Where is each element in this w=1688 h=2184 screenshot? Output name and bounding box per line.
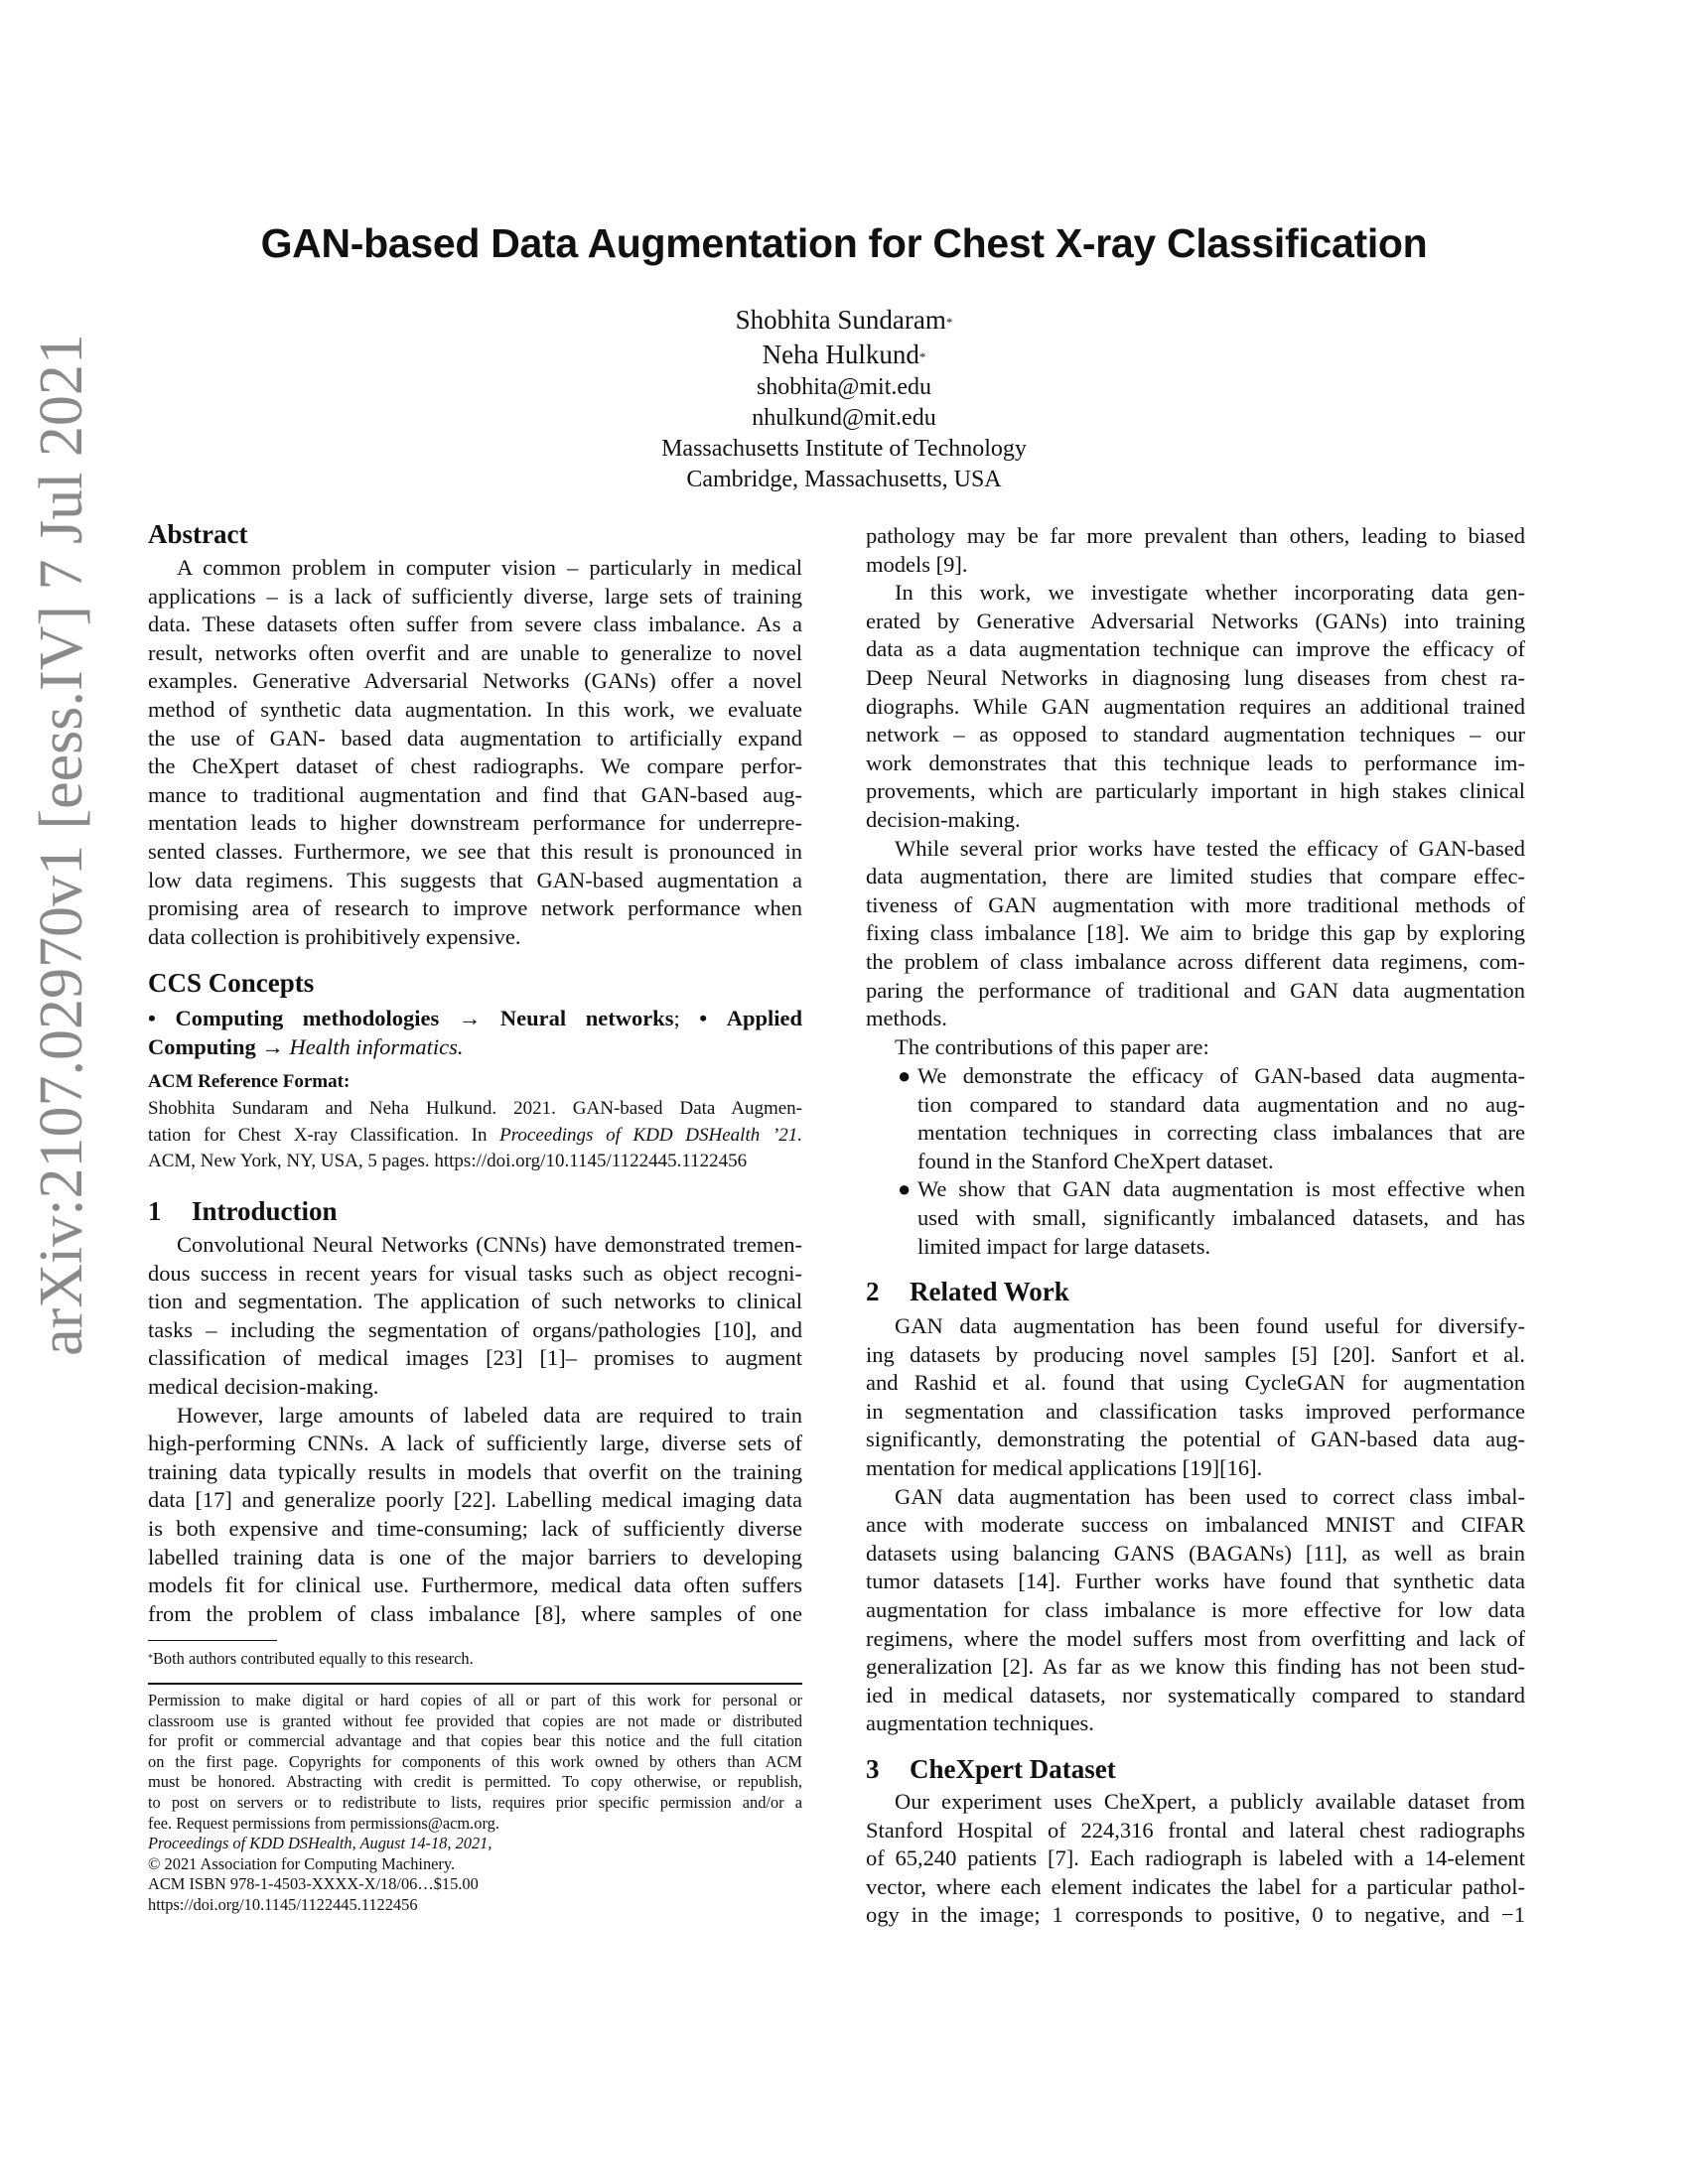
author-name: Shobhita Sundaram* [735,305,953,335]
text-line: augmentation for class imbalance is more effective for low data [866,1596,1525,1622]
text-line: tation for Chest X-ray Classification. In Proceedings of KDD DSHealth ’21. [148,1124,802,1146]
text-line: regimens, where the model suffers most from overfitting and lack of [866,1625,1525,1651]
paragraph [866,579,1525,834]
doi-link[interactable]: https://doi.org/10.1145/1122445.1122456 [148,1894,418,1914]
list-item [898,1062,1525,1175]
text-line: provements, which are particularly important in high stakes clinical [866,778,1525,804]
list-item [898,1175,1525,1261]
text-line: limited impact for large datasets. [917,1233,1211,1259]
text-line: is both expensive and time-consuming; lack of sufficiently diverse [148,1515,802,1541]
text-line: mentation techniques in correcting class imbalances that are [917,1120,1525,1146]
text-line: ogy in the image; 1 corresponds to positive, 0 to negative, and −1 [866,1902,1525,1928]
text-line: examples. Generative Adversarial Networks (GANs) offer a novel [148,668,802,694]
text-line: diographs. While GAN augmentation requires an additional trained [866,693,1525,719]
ccs-line: • Computing methodologies → Neural networks; • Applied [148,1006,803,1030]
paragraph [148,1231,802,1402]
text-line: in segmentation and classification tasks improved performance [866,1398,1525,1424]
text-line: datasets using balancing GANS (BAGANs) [11], as well as brain [866,1540,1525,1566]
section-heading-chexpert-dataset: 3 CheXpert Dataset [866,1754,1116,1784]
location: Cambridge, Massachusetts, USA [686,467,1002,492]
text-line: tion and segmentation. The application of such networks to clinical [148,1289,802,1314]
text-line: dous success in recent years for visual tasks such as object recogni- [148,1260,802,1286]
text-line: to post on servers or to redistribute to lists, requires prior specific permission and/or a [148,1792,802,1812]
text-line: pathology may be far more prevalent than others, leading to biased [866,523,1525,548]
text-line: vector, where each element indicates the label for a particular pathol- [866,1873,1525,1899]
permission-notice [148,1691,802,1916]
text-line: tiveness of GAN augmentation with more traditional methods of [866,891,1525,917]
text-line: the problem of class imbalance across different data regimens, com- [866,948,1525,974]
text-line: applications – is a lack of sufficiently diverse, large sets of training [148,583,802,609]
text-line: Deep Neural Networks in diagnosing lung diseases from chest ra- [866,664,1525,690]
paragraph [866,1312,1525,1483]
text-line: data collection is prohibitively expensive. [148,923,521,949]
text-line: sented classes. Furthermore, we see that this result is pronounced in [148,838,802,864]
author-name: Neha Hulkund* [762,340,926,369]
text-line: low data regimens. This suggests that GAN-based augmentation a [148,867,802,892]
text-line: for profit or commercial advantage and that copies bear this notice and the full citation [148,1731,802,1751]
text-line: generalization [2]. As far as we know this finding has not been stud- [866,1654,1525,1680]
ccs-line: Computing → Health informatics. [148,1033,464,1059]
text-line: labelled training data is one of the major barriers to developing [148,1544,802,1570]
text-line: ied in medical datasets, nor systematically compared to standard [866,1682,1525,1707]
text-line: data [17] and generalize poorly [22]. Labelling medical imaging data [148,1487,802,1513]
text-line: tasks – including the segmentation of organs/pathologies [10], and [148,1316,802,1342]
paragraph [866,1788,1525,1930]
ccs-heading: CCS Concepts [148,968,315,998]
arxiv-identifier-stamp: arXiv:2107.02970v1 [eess.IV] 7 Jul 2021 [28,334,95,1356]
text-line: ance with moderate success on imbalanced MNIST and CIFAR [866,1512,1525,1538]
footnote-mark: * [918,349,926,364]
text-line: on the first page. Copyrights for components of this work owned by others than ACM [148,1751,802,1771]
text-line: ing datasets by producing novel samples [5] [20]. Sanfort et al. [866,1341,1525,1367]
text-line: the use of GAN- based data augmentation to artificially expand [148,725,802,751]
paper-title: GAN-based Data Augmentation for Chest X-ray Classification [260,220,1428,266]
proceedings-line: Proceedings of KDD DSHealth, August 14-18, 2021, [148,1834,492,1853]
text-line: Shobhita Sundaram and Neha Hulkund. 2021. GAN-based Data Augmen- [148,1098,802,1119]
text-line: GAN data augmentation has been used to correct class imbal- [895,1483,1525,1509]
text-line: data augmentation, there are limited studies that compare effec- [866,864,1525,889]
text-line: result, networks often overfit and are unable to generalize to novel [148,639,802,665]
text-line: The contributions of this paper are: [895,1033,1209,1059]
text-line: classroom use is granted without fee provided that copies are not made or distributed [148,1710,802,1730]
footnote-divider [148,1640,277,1641]
author-block [0,303,1688,495]
text-line: data. These datasets often suffer from severe class imbalance. As a [148,612,802,637]
dataset-body [866,1788,1525,1930]
text-line: However, large amounts of labeled data are required to train [177,1402,802,1428]
text-line: training data typically results in models that overfit on the training [148,1458,802,1484]
text-line: and Rashid et al. found that using CycleGAN for augmentation [866,1370,1525,1396]
text-line: ACM, New York, NY, USA, 5 pages. https://doi.org/10.1145/1122445.1122456 [148,1151,748,1171]
text-line: Our experiment uses CheXpert, a publicly available dataset from [895,1789,1525,1814]
paragraph [148,1402,802,1629]
section-heading-related-work: 2 Related Work [866,1277,1069,1306]
text-line: promising area of research to improve network performance when [148,895,802,921]
introduction-body-right [866,522,1525,1061]
text-line: Stanford Hospital of 224,316 frontal and lateral chest radiographs [866,1817,1525,1843]
text-line: high-performing CNNs. A lack of sufficiently large, diverse sets of [148,1431,802,1456]
text-line: fee. Request permissions from permissions@acm.org. [148,1813,499,1833]
permission-text [148,1691,802,1834]
text-line: classification of medical images [23] [1]– promises to augment [148,1345,802,1371]
text-line: augmentation techniques. [866,1710,1094,1736]
footnote-mark: * [945,315,953,330]
text-line: used with small, significantly imbalanced datasets, and has [917,1204,1525,1230]
text-line: paring the performance of traditional and GAN data augmentation [866,977,1525,1003]
introduction-body-left [148,1231,802,1628]
text-line: erated by Generative Adversarial Networks (GANs) into training [866,608,1525,633]
text-line: data as a data augmentation technique can improve the efficacy of [866,636,1525,662]
text-line: found in the Stanford CheXpert dataset. [917,1148,1274,1173]
text-line: We demonstrate the efficacy of GAN-based data augmenta- [917,1063,1525,1088]
text-line: work demonstrates that this technique leads to performance im- [866,750,1525,775]
contributions-list [898,1062,1525,1261]
section-heading-introduction: 1 Introduction [148,1196,338,1226]
text-line: A common problem in computer vision – particularly in medical [177,555,802,580]
list-item-text [917,1062,1525,1175]
paragraph [866,1483,1525,1738]
text-line: from the problem of class imbalance [8], where samples of one [148,1600,802,1626]
bullet-icon: ● [898,1063,912,1088]
text-line: Convolutional Neural Networks (CNNs) have demonstrated tremen- [177,1232,802,1257]
footnote: *Both authors contributed equally to this research. [148,1649,474,1668]
text-line: mentation for medical applications [19][16]. [866,1454,1263,1480]
text-line: tion compared to standard data augmentation and no aug- [917,1091,1525,1117]
text-line: decision-making. [866,806,1021,832]
text-line: must be honored. Abstracting with credit is permitted. To copy otherwise, or republish, [148,1772,802,1792]
abstract-heading: Abstract [148,519,248,549]
bullet-icon: ● [898,1176,912,1202]
acm-reference-text [148,1096,802,1175]
text-line: GAN data augmentation has been found useful for diversify- [895,1313,1525,1338]
text-line: In this work, we investigate whether incorporating data gen- [895,580,1525,606]
text-line: network – as opposed to standard augmentation techniques – our [866,722,1525,748]
affiliation: Massachusetts Institute of Technology [661,436,1027,462]
list-item-text [917,1175,1525,1261]
abstract-text [148,554,802,951]
text-line: medical decision-making. [148,1373,379,1399]
author-email[interactable]: nhulkund@mit.edu [752,405,936,431]
copyright-line: © 2021 Association for Computing Machinery. [148,1853,456,1873]
text-line: mentation leads to higher downstream performance for underrepre- [148,810,802,836]
text-line: While several prior works have tested the efficacy of GAN-based [895,835,1525,861]
related-work-body [866,1312,1525,1738]
text-line: models fit for clinical use. Furthermore, medical data often suffers [148,1572,802,1598]
paragraph [866,522,1525,579]
text-line: significantly, demonstrating the potential of GAN-based data aug- [866,1427,1525,1452]
text-line: models [9]. [866,551,968,577]
author-email[interactable]: shobhita@mit.edu [756,374,932,400]
acm-reference-heading: ACM Reference Format: [148,1071,351,1092]
paragraph [866,835,1525,1033]
text-line: of 65,240 patients [7]. Each radiograph is labeled with a 14-element [866,1845,1525,1871]
text-line: Permission to make digital or hard copies of all or part of this work for personal or [148,1691,802,1709]
text-line: mance to traditional augmentation and find that GAN-based aug- [148,781,802,807]
text-line: method of synthetic data augmentation. In this work, we evaluate [148,696,802,722]
text-line: tumor datasets [14]. Further works have found that synthetic data [866,1569,1525,1594]
text-line: the CheXpert dataset of chest radiographs. We compare perfor- [148,753,802,779]
text-line: We show that GAN data augmentation is most effective when [917,1176,1525,1202]
text-line: methods. [866,1006,947,1031]
paragraph [866,1033,1525,1062]
ccs-concepts [148,1005,802,1061]
permission-divider [148,1683,802,1685]
isbn-line: ACM ISBN 978-1-4503-XXXX-X/18/06…$15.00 [148,1874,479,1894]
text-line: fixing class imbalance [18]. We aim to bridge this gap by exploring [866,920,1525,946]
